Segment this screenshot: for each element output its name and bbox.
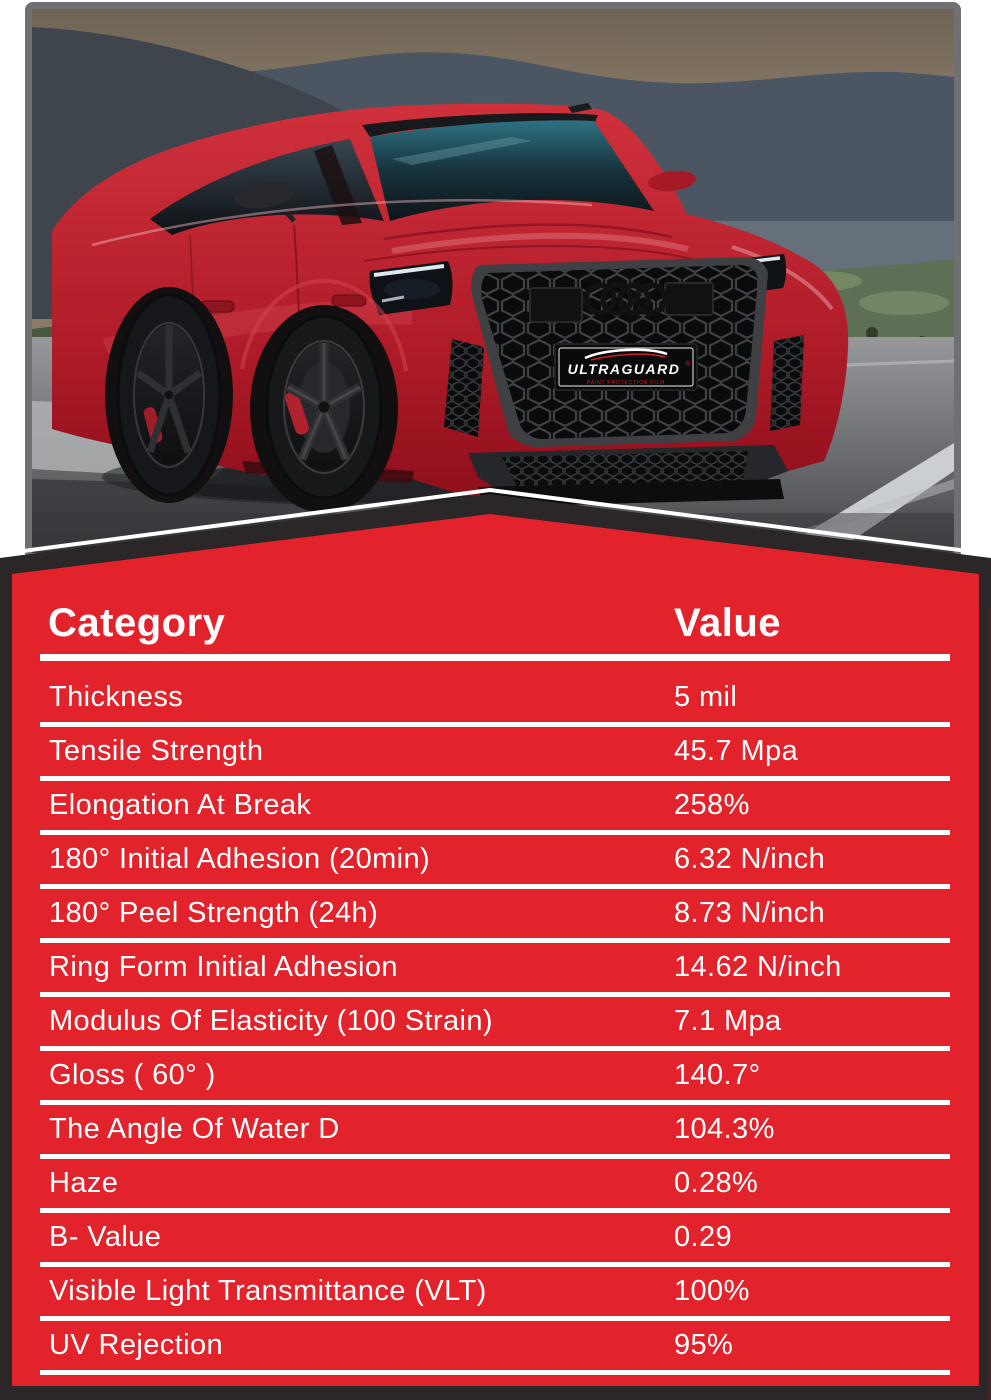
car-photo: [25, 2, 961, 560]
table-row: [40, 1267, 950, 1321]
table-row: [40, 781, 950, 835]
table-header: [40, 590, 950, 646]
car-photo-scene: [32, 9, 954, 553]
table-row: [40, 997, 950, 1051]
row-category: Ring Form Initial Adhesion: [49, 951, 398, 983]
row-category: 180° Initial Adhesion (20min): [49, 843, 431, 875]
table-row: [40, 889, 950, 943]
row-value: 0.28%: [674, 1167, 759, 1199]
row-category: Modulus Of Elasticity (100 Strain): [49, 1005, 493, 1037]
row-category: Elongation At Break: [49, 789, 312, 821]
table-row: [40, 727, 950, 781]
row-value: 140.7°: [674, 1059, 761, 1091]
header-category: Category: [48, 601, 226, 645]
table-row: [40, 1105, 950, 1159]
row-category: B- Value: [49, 1221, 162, 1253]
row-category: Thickness: [49, 681, 184, 713]
plate-brand-text: ULTRAGUARD: [567, 361, 681, 377]
row-value: 14.62 N/inch: [674, 951, 842, 983]
spec-table: [40, 590, 950, 1375]
row-value: 258%: [674, 789, 750, 821]
row-value: 5 mil: [674, 681, 738, 713]
row-value: 45.7 Mpa: [674, 735, 799, 767]
row-value: 104.3%: [674, 1113, 775, 1145]
front-door-handle: [332, 295, 366, 306]
row-value: 95%: [674, 1329, 734, 1361]
header-rule: [40, 654, 950, 661]
grille-sensor-right: [665, 283, 713, 315]
header-value: Value: [674, 601, 782, 645]
plate-reg-mark: ®: [685, 361, 691, 368]
row-value: 8.73 N/inch: [674, 897, 826, 929]
row-category: Visible Light Transmittance (VLT): [49, 1275, 487, 1307]
row-value: 0.29: [674, 1221, 733, 1253]
table-row: [40, 835, 950, 889]
row-value: 7.1 Mpa: [674, 1005, 782, 1037]
row-value: 100%: [674, 1275, 750, 1307]
table-row: [40, 1051, 950, 1105]
table-row: [40, 1159, 950, 1213]
table-rows: [40, 673, 950, 1375]
table-row: [40, 1213, 950, 1267]
table-row: [40, 673, 950, 727]
row-category: Tensile Strength: [49, 735, 264, 767]
rear-wheel: [105, 287, 233, 503]
table-row: [40, 943, 950, 997]
license-plate: [555, 344, 697, 390]
row-value: 6.32 N/inch: [674, 843, 826, 875]
row-category: The Angle Of Water D: [49, 1113, 340, 1145]
row-category: Gloss ( 60° ): [49, 1059, 216, 1091]
row-category: UV Rejection: [49, 1329, 224, 1361]
table-row: [40, 1321, 950, 1375]
row-category: 180° Peel Strength (24h): [49, 897, 379, 929]
grille-sensor-left: [530, 288, 582, 322]
row-category: Haze: [49, 1167, 119, 1199]
plate-tagline-text: PAINT PROTECTION FILM: [586, 380, 666, 386]
